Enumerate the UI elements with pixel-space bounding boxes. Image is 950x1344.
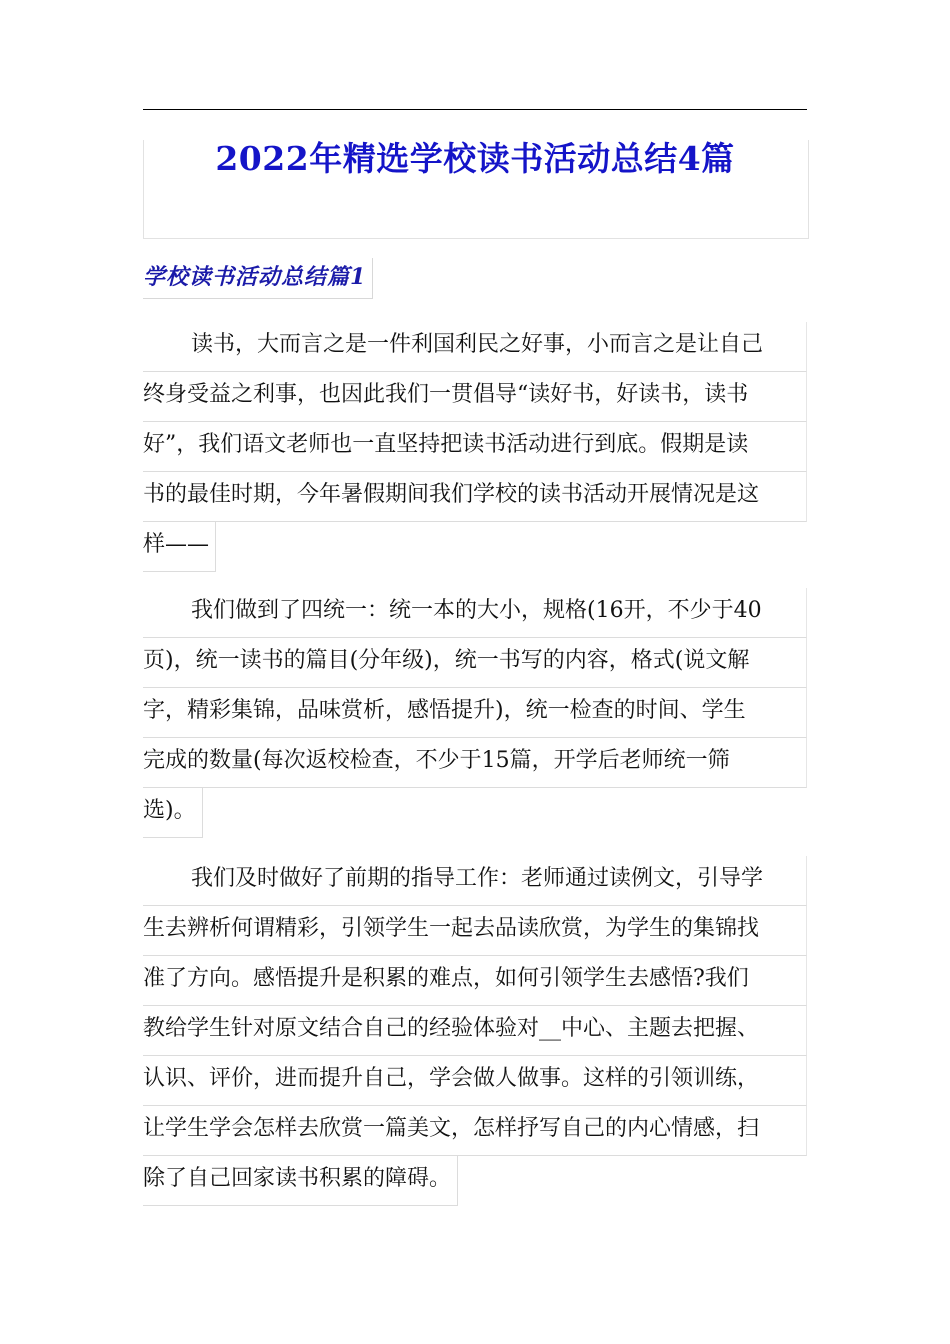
paragraph-line: 除了自己回家读书积累的障碍。 xyxy=(143,1156,458,1206)
header-rule xyxy=(143,109,807,110)
paragraph-line: 样—— xyxy=(143,522,216,572)
paragraph-line: 让学生学会怎样去欣赏一篇美文，怎样抒写自己的内心情感，扫 xyxy=(143,1106,807,1156)
paragraph-line: 好”，我们语文老师也一直坚持把读书活动进行到底。假期是读 xyxy=(143,422,807,472)
paragraph-line: 生去辨析何谓精彩，引领学生一起去品读欣赏，为学生的集锦找 xyxy=(143,906,807,956)
paragraph-line: 我们及时做好了前期的指导工作：老师通过读例文，引导学 xyxy=(143,856,807,906)
paragraph-3 xyxy=(143,856,807,1206)
section-heading: 学校读书活动总结篇1 xyxy=(143,258,373,299)
paragraph-line: 页)，统一读书的篇目(分年级)，统一书写的内容，格式(说文解 xyxy=(143,638,807,688)
paragraph-line: 字，精彩集锦，品味赏析，感悟提升)，统一检查的时间、学生 xyxy=(143,688,807,738)
paragraph-1 xyxy=(143,322,807,572)
paragraph-line: 终身受益之利事，也因此我们一贯倡导“读好书，好读书，读书 xyxy=(143,372,807,422)
paragraph-line: 完成的数量(每次返校检查，不少于15篇，开学后老师统一筛 xyxy=(143,738,807,788)
paragraph-line: 选)。 xyxy=(143,788,203,838)
paragraph-line: 读书，大而言之是一件利国利民之好事，小而言之是让自己 xyxy=(143,322,807,372)
paragraph-2 xyxy=(143,588,807,838)
paragraph-line: 认识、评价，进而提升自己，学会做人做事。这样的引领训练， xyxy=(143,1056,807,1106)
paragraph-line: 准了方向。感悟提升是积累的难点，如何引领学生去感悟?我们 xyxy=(143,956,807,1006)
document-title: 2022年精选学校读书活动总结4篇 xyxy=(215,139,735,178)
paragraph-line: 我们做到了四统一：统一本的大小，规格(16开，不少于40 xyxy=(143,588,807,638)
paragraph-line: 书的最佳时期，今年暑假期间我们学校的读书活动开展情况是这 xyxy=(143,472,807,522)
paragraph-line: 教给学生针对原文结合自己的经验体验对__中心、主题去把握、 xyxy=(143,1006,807,1056)
